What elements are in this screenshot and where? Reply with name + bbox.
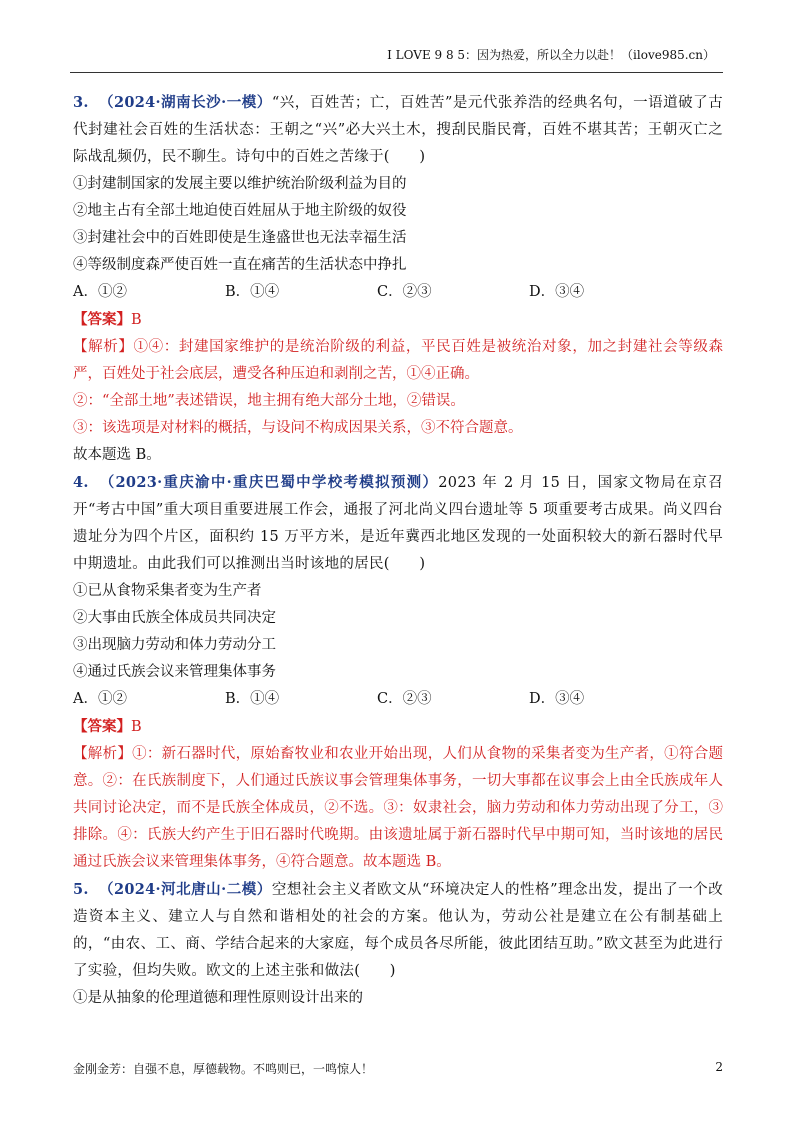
answer-choices [73,279,723,306]
page-number: 2 [715,1060,723,1074]
choice-b: B．①④ [225,284,280,300]
question-stem [73,89,723,171]
choice-a: A．①② [73,284,127,300]
choice-a: A．①② [73,691,127,707]
question-stem [73,876,723,985]
question-text: 2023 年 2 月 15 日，国家文物局在京召开“考古中国”重大项目重要进展工作会，通报了河北尚义四台遗址等 5 项重要考古成果。尚义四台遗址分为四个片区，面积约 15 万平方米，是近年冀西北地区发现的一处面积较大的新石器时代早中期遗址。由此我们可以推测出当时该地的居民( ) [73,475,724,572]
page-header: I LOVE 9 8 5：因为热爱，所以全力以赴！（ilove985.cn） [387,48,715,62]
question-number: 4. [73,474,89,491]
statement-option: ③封建社会中的百姓即使是生逢盛世也无法幸福生活 [73,230,407,246]
answer-value: B [131,719,142,735]
question-text: “兴，百姓苦；亡，百姓苦”是元代张养浩的经典名句，一语道破了古代封建社会百姓的生活状态：王朝之“兴”必大兴土木，搜刮民脂民膏，百姓不堪其苦；王朝灭亡之际战乱频仍，民不聊生。诗句中的百姓之苦缘于( ) [73,95,723,165]
question-4 [73,469,723,876]
answer-line [73,306,723,334]
analysis-conclusion: 故本题选 B。 [73,447,161,463]
analysis-text: 【解析】①：新石器时代，原始畜牧业和农业开始出现，人们从食物的采集者变为生产者，①符合题意。②：在氏族制度下，人们通过氏族议事会管理集体事务，一切大事都在议事会上由全氏族成年人共同讨论决定，而不是氏族全体成员，②不选。③：奴隶社会，脑力劳动和体力劳动出现了分工，③排除。④：氏族大约产生于旧石器时代晚期。由该遗址属于新石器时代早中期可知，当时该地的居民通过氏族会议来管理集体事务，④符合题意。故本题选 B。 [73,746,723,870]
answer-value: B [131,312,142,328]
choice-c: C．②③ [377,691,432,707]
answer-line [73,713,723,741]
choice-d: D．③④ [529,284,585,300]
statement-option: ③出现脑力劳动和体力劳动分工 [73,637,276,653]
choice-b: B．①④ [225,691,280,707]
analysis-text: ②：“全部土地”表述错误，地主拥有绝大部分土地，②错误。 [73,393,465,409]
statement-option: ①是从抽象的伦理道德和理性原则设计出来的 [73,990,363,1006]
question-number: 3. [73,94,89,111]
statement-option: ②地主占有全部土地迫使百姓屈从于地主阶级的奴役 [73,203,407,219]
choice-d: D．③④ [529,691,585,707]
statement-option: ①封建制国家的发展主要以维护统治阶级利益为目的 [73,176,407,192]
answer-tag: 【答案】 [73,718,131,735]
statement-option: ④通过氏族会议来管理集体事务 [73,664,276,680]
answer-tag: 【答案】 [73,311,131,328]
choice-c: C．②③ [377,284,432,300]
analysis-text: ③：该选项是对材料的概括，与设问不构成因果关系，③不符合题意。 [73,420,523,436]
question-source: （2024·河北唐山·二模） [98,881,272,898]
question-source: （2024·湖南长沙·一模） [98,94,272,111]
statement-option: ④等级制度森严使百姓一直在痛苦的生活状态中挣扎 [73,257,407,273]
header-divider [70,72,723,73]
page-content [73,89,723,1012]
question-stem [73,469,723,578]
answer-choices [73,686,723,713]
question-source: （2023·重庆渝中·重庆巴蜀中学校考模拟预测） [98,474,439,491]
question-3 [73,89,723,469]
analysis-text: 【解析】①④：封建国家维护的是统治阶级的利益，平民百姓是被统治对象，加之封建社会等级森严，百姓处于社会底层，遭受各种压迫和剥削之苦，①④正确。 [73,339,723,382]
footer-motto: 金刚金芳：自强不息，厚德载物。不鸣则已，一鸣惊人！ [73,1062,374,1076]
statement-option: ②大事由氏族全体成员共同决定 [73,610,276,626]
page-footer [73,1060,723,1077]
statement-option: ①已从食物采集者变为生产者 [73,583,262,599]
question-5 [73,876,723,1012]
question-text: 空想社会主义者欧文从“环境决定人的性格”理念出发，提出了一个改造资本主义、建立人与自然和谐相处的社会的方案。他认为，劳动公社是建立在公有制基础上的，“由农、工、商、学结合起来的大家庭，每个成员各尽所能，彼此团结互助。”欧文甚至为此进行了实验，但均失败。欧文的上述主张和做法( ) [73,882,723,979]
question-number: 5. [73,881,89,898]
